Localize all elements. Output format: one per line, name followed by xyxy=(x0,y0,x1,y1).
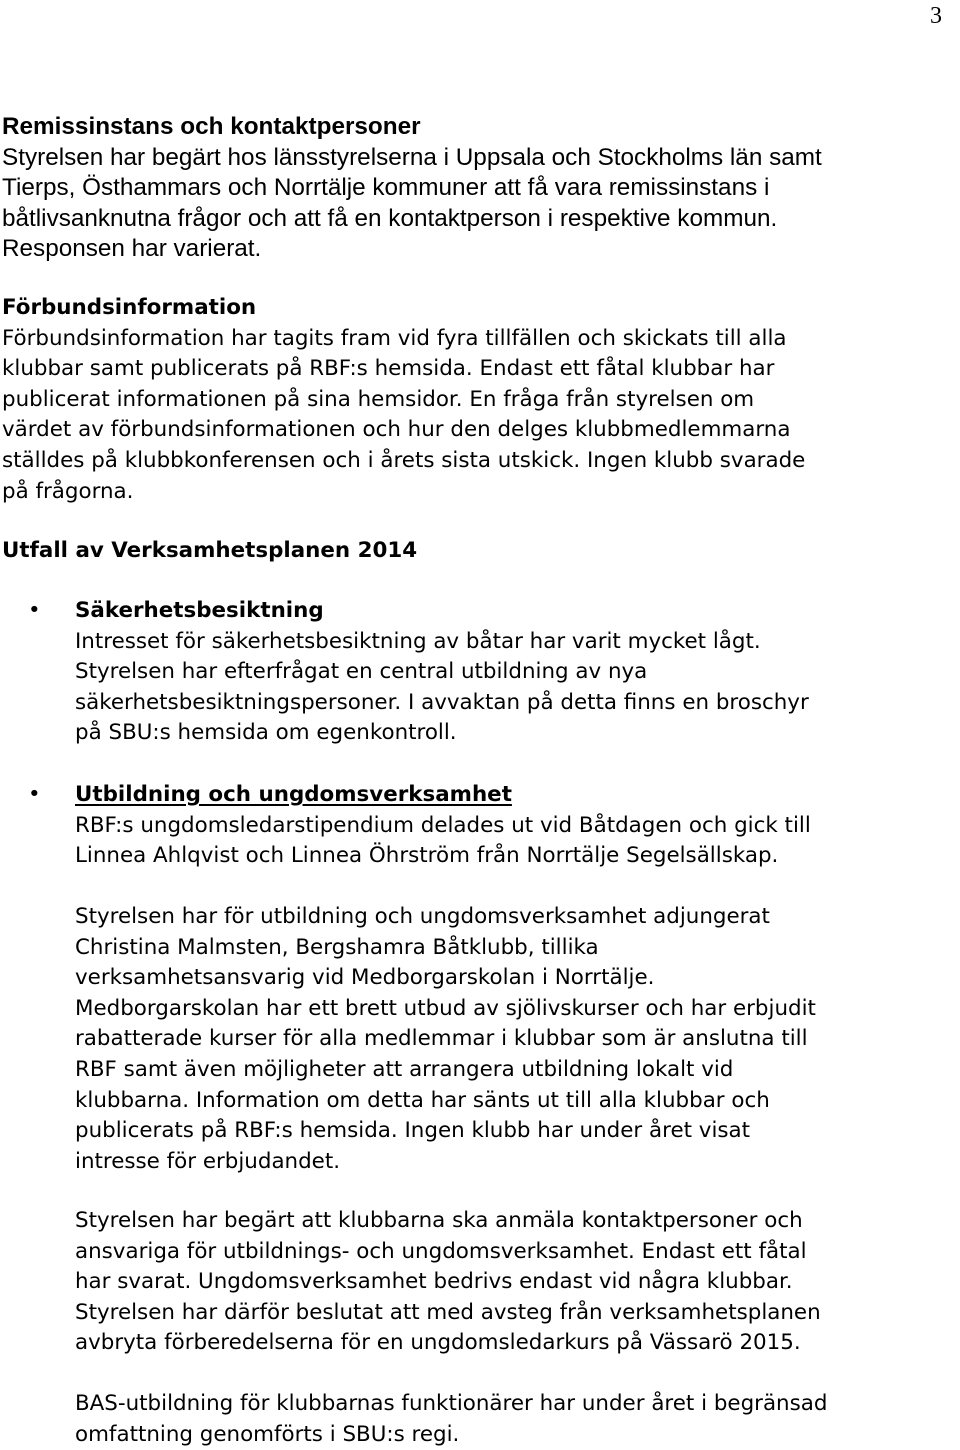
body-line: omfattning genomförts i SBU:s regi. xyxy=(75,1421,460,1447)
body-line: Christina Malmsten, Bergshamra Båtklubb, tillika xyxy=(75,934,599,960)
bullet-heading: Utbildning och ungdomsverksamhet xyxy=(75,782,512,807)
body-line: BAS-utbildning för klubbarnas funktionärer har under året i begränsad xyxy=(75,1391,828,1416)
bullet-marker: • xyxy=(28,782,41,807)
body-line: Responsen har varierat. xyxy=(2,235,262,263)
body-line: RBF samt även möjligheter att arrangera utbildning lokalt vid xyxy=(75,1056,734,1082)
body-line: Styrelsen har efterfrågat en central utbildning av nya xyxy=(75,659,648,685)
body-line: verksamhetsansvarig vid Medborgarskolan i Norrtälje. xyxy=(75,965,655,991)
body-line: båtlivsanknutna frågor och att få en kontaktperson i respektive kommun. xyxy=(2,204,778,232)
paragraph-bas-utbildning xyxy=(75,1389,960,1450)
paragraph-adjungerat xyxy=(75,902,960,1177)
body-line: ansvariga för utbildnings- och ungdomsverksamhet. Endast ett fåtal xyxy=(75,1238,807,1264)
body-line: Styrelsen har begärt att klubbarna ska anmäla kontaktpersoner och xyxy=(75,1208,803,1233)
section-heading: Förbundsinformation xyxy=(2,295,257,320)
page-number: 3 xyxy=(930,3,942,29)
bullet-sakerhetsbesiktning xyxy=(28,596,960,749)
body-line: rabatterade kurser för alla medlemmar i klubbar som är anslutna till xyxy=(75,1026,808,1052)
body-line: Förbundsinformation har tagits fram vid fyra tillfällen och skickats till alla xyxy=(2,325,787,351)
section-remissinstans xyxy=(2,112,960,265)
body-line: Tierps, Östhammars och Norrtälje kommuner att få vara remissinstans i xyxy=(2,174,770,202)
section-heading: Remissinstans och kontaktpersoner xyxy=(2,113,421,140)
body-line: Intresset för säkerhetsbesiktning av båtar har varit mycket lågt. xyxy=(75,628,761,654)
body-line: ställdes på klubbkonferensen och i årets sista utskick. Ingen klubb svarade xyxy=(2,447,806,473)
body-line: klubbarna. Information om detta har sänts ut till alla klubbar och xyxy=(75,1087,770,1113)
paragraph-kontaktpersoner xyxy=(75,1206,960,1359)
body-line: avbryta förberedelserna för en ungdomsledarkurs på Vässarö 2015. xyxy=(75,1330,801,1356)
bullet-heading: Säkerhetsbesiktning xyxy=(75,598,324,623)
body-line: intresse för erbjudandet. xyxy=(75,1148,341,1174)
section-heading-utfall: Utfall av Verksamhetsplanen 2014 xyxy=(2,538,418,563)
body-line: Styrelsen har begärt hos länsstyrelserna i Uppsala och Stockholms län samt xyxy=(2,143,822,171)
body-line: värdet av förbundsinformationen och hur den delges klubbmedlemmarna xyxy=(2,417,791,443)
body-line: Linnea Ahlqvist och Linnea Öhrström från Norrtälje Segelsällskap. xyxy=(75,843,779,869)
body-line: klubbar samt publicerats på RBF:s hemsida. Endast ett fåtal klubbar har xyxy=(2,356,775,382)
body-line: Styrelsen har för utbildning och ungdomsverksamhet adjungerat xyxy=(75,904,770,929)
body-line: RBF:s ungdomsledarstipendium delades ut vid Båtdagen och gick till xyxy=(75,812,811,838)
section-forbundsinformation xyxy=(2,293,960,507)
body-line: säkerhetsbesiktningspersoner. I avvaktan på detta finns en broschyr xyxy=(75,689,809,715)
body-line: publicerats på RBF:s hemsida. Ingen klubb har under året visat xyxy=(75,1118,751,1144)
body-line: Styrelsen har därför beslutat att med avsteg från verksamhetsplanen xyxy=(75,1299,821,1325)
body-line: på frågorna. xyxy=(2,478,134,504)
bullet-utbildning xyxy=(28,780,960,872)
body-line: på SBU:s hemsida om egenkontroll. xyxy=(75,720,457,746)
bullet-marker: • xyxy=(28,598,41,623)
body-line: Medborgarskolan har ett brett utbud av sjölivskurser och har erbjudit xyxy=(75,995,816,1021)
body-line: publicerat informationen på sina hemsidor. En fråga från styrelsen om xyxy=(2,386,755,412)
body-line: har svarat. Ungdomsverksamhet bedrivs endast vid några klubbar. xyxy=(75,1269,793,1295)
